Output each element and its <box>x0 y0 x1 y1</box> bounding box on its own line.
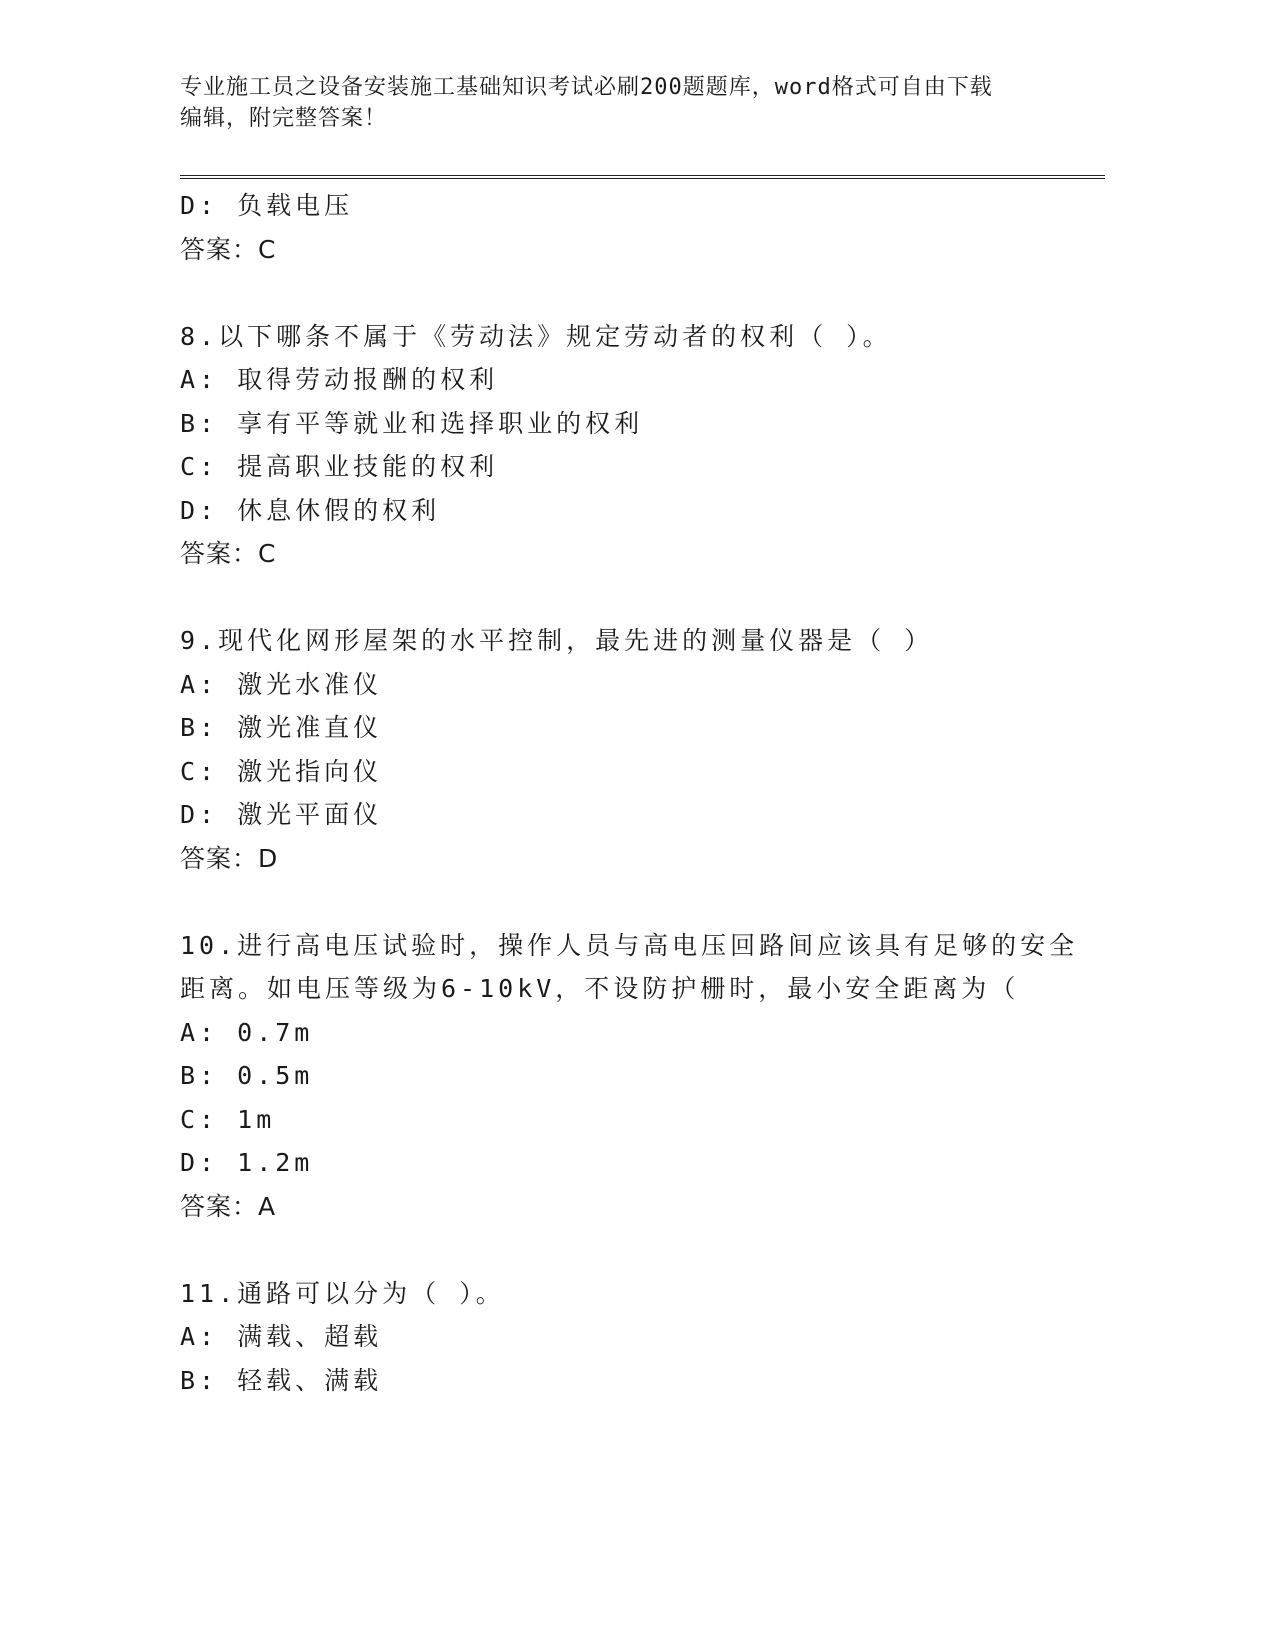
document-header <box>180 72 1060 134</box>
option-d: D: 休息休假的权利 <box>180 495 441 525</box>
option-c: C: 1m <box>180 1104 276 1134</box>
header-divider <box>180 175 1105 179</box>
spacer <box>180 880 1080 924</box>
spacer <box>180 576 1080 620</box>
question-stem-line-1: 10.进行高电压试验时，操作人员与高电压回路间应该具有足够的安全 <box>180 930 1079 960</box>
question-stem-line-2: 距离。如电压等级为6-10kV，不设防护栅时，最小安全距离为（ <box>180 974 1020 1003</box>
question-stem: 9.现代化网形屋架的水平控制，最先进的测量仪器是（ ） <box>180 626 934 655</box>
option-a: A: 激光水准仪 <box>180 669 383 699</box>
spacer <box>180 271 1080 315</box>
question-8 <box>180 315 1080 576</box>
option-c: C: 激光指向仪 <box>180 756 383 786</box>
header-title-line-1: 专业施工员之设备安装施工基础知识考试必刷200题题库，word格式可自由下载 <box>180 75 993 100</box>
spacer <box>180 1228 1080 1272</box>
question-9 <box>180 619 1080 880</box>
header-title-line-2: 编辑，附完整答案！ <box>180 106 388 131</box>
question-stem: 8.以下哪条不属于《劳动法》规定劳动者的权利（ ）。 <box>180 321 892 351</box>
option-d: D: 负载电压 <box>180 191 354 220</box>
option-b: B: 轻载、满载 <box>180 1365 383 1395</box>
option-b: B: 激光准直仪 <box>180 713 383 742</box>
option-a: A: 满载、超载 <box>180 1322 383 1351</box>
answer-line: 答案：C <box>180 539 277 568</box>
question-stem: 11.通路可以分为（ ）。 <box>180 1278 505 1308</box>
answer-line: 答案：C <box>180 234 277 264</box>
answer-line: 答案：A <box>180 1191 277 1221</box>
option-a: A: 取得劳动报酬的权利 <box>180 365 499 394</box>
option-b: B: 享有平等就业和选择职业的权利 <box>180 408 644 438</box>
question-10 <box>180 924 1080 1229</box>
option-d: D: 1.2m <box>180 1148 314 1177</box>
question-list <box>180 184 1080 1402</box>
option-b: B: 0.5m <box>180 1061 314 1090</box>
question-11 <box>180 1272 1080 1403</box>
previous-question-tail <box>180 184 1080 271</box>
answer-line: 答案：D <box>180 843 279 873</box>
option-c: C: 提高职业技能的权利 <box>180 452 499 481</box>
option-a: A: 0.7m <box>180 1017 314 1047</box>
option-d: D: 激光平面仪 <box>180 800 383 829</box>
